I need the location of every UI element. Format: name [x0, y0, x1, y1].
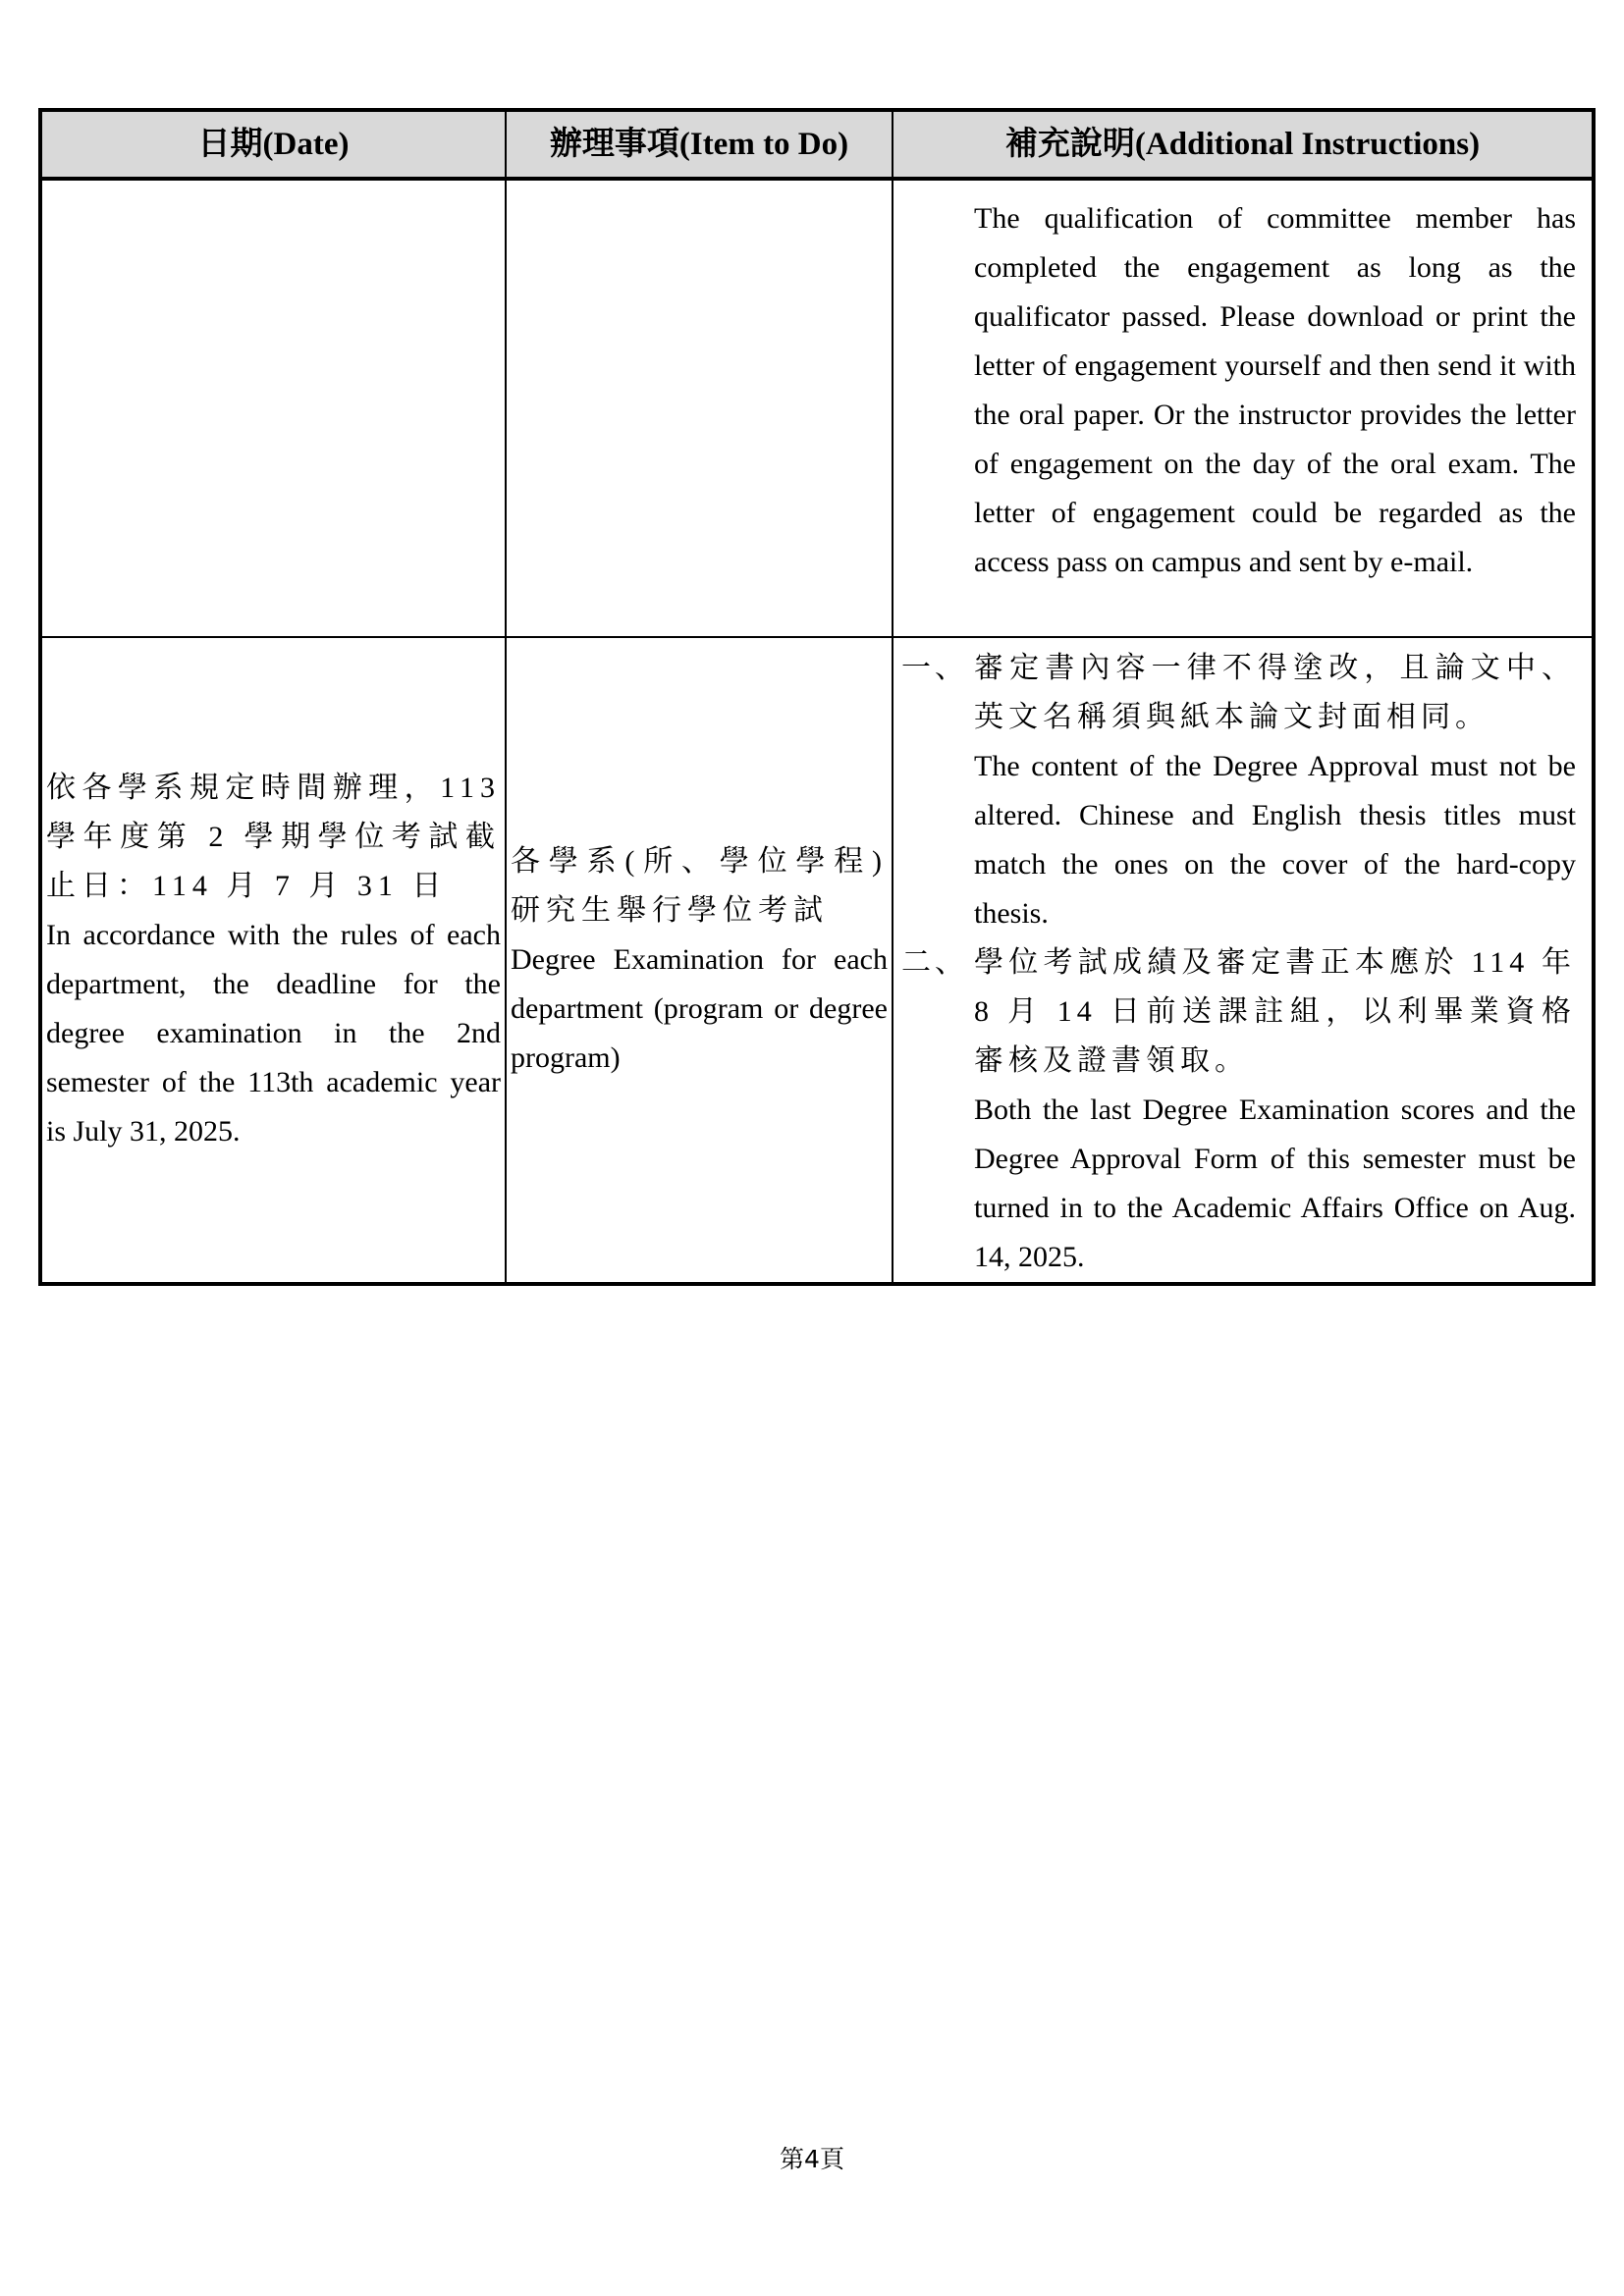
table-header-row: [40, 110, 1594, 179]
item-text-zh: 各學系(所、學位學程)研究生舉行學位考試: [511, 845, 888, 927]
note-text-en: The content of the Degree Approval must not be altered. Chinese and English thesis titles must match the ones on the cover of the hard-copy thesis.: [974, 750, 1576, 930]
header-note: 補充說明(Additional Instructions): [893, 110, 1594, 179]
note-list-item: [897, 938, 1576, 1282]
header-date: 日期(Date): [40, 110, 506, 179]
note-continuation-text: The qualification of committee member has completed the engagement as long as the qualificator passed. Please download or print the letter of engagement yourself and then send it with the oral paper. Or the instructor provides the letter of engagement on the day of the oral exam. The letter of engagement could be regarded as the access pass on campus and sent by e-mail.: [974, 202, 1576, 578]
date-cell: [40, 637, 506, 1284]
table-row: [40, 637, 1594, 1284]
item-cell: [506, 179, 893, 637]
item-cell: [506, 637, 893, 1284]
note-list-item: [897, 644, 1576, 938]
item-text-en: Degree Examination for each department (program or degree program): [511, 943, 888, 1074]
date-text-zh: 依各學系規定時間辦理，113 學年度第 2 學期學位考試截止日：114 月 7 月 31 日: [46, 772, 501, 902]
note-text-en: Both the last Degree Examination scores and the Degree Approval Form of this semester must be turned in to the Academic Affairs Office on Aug. 14, 2025.: [974, 1094, 1576, 1273]
header-item: 辦理事項(Item to Do): [506, 110, 893, 179]
date-text-en: In accordance with the rules of each department, the deadline for the degree examination in the 2nd semester of the 113th academic year is July 31, 2025.: [46, 919, 501, 1148]
note-marker: 一、: [901, 652, 968, 684]
note-marker: 二、: [901, 946, 968, 979]
date-cell: [40, 179, 506, 637]
note-text-zh: 審定書內容一律不得塗改，且論文中、英文名稱須與紙本論文封面相同。: [974, 652, 1576, 733]
table-row: [40, 179, 1594, 637]
note-cell: [893, 179, 1594, 637]
note-cell: [893, 637, 1594, 1284]
page-number: 第4頁: [780, 2145, 844, 2173]
note-text-zh: 學位考試成績及審定書正本應於 114 年 8 月 14 日前送課註組，以利畢業資格審核及證書領取。: [974, 946, 1576, 1077]
schedule-table: [38, 108, 1596, 1286]
